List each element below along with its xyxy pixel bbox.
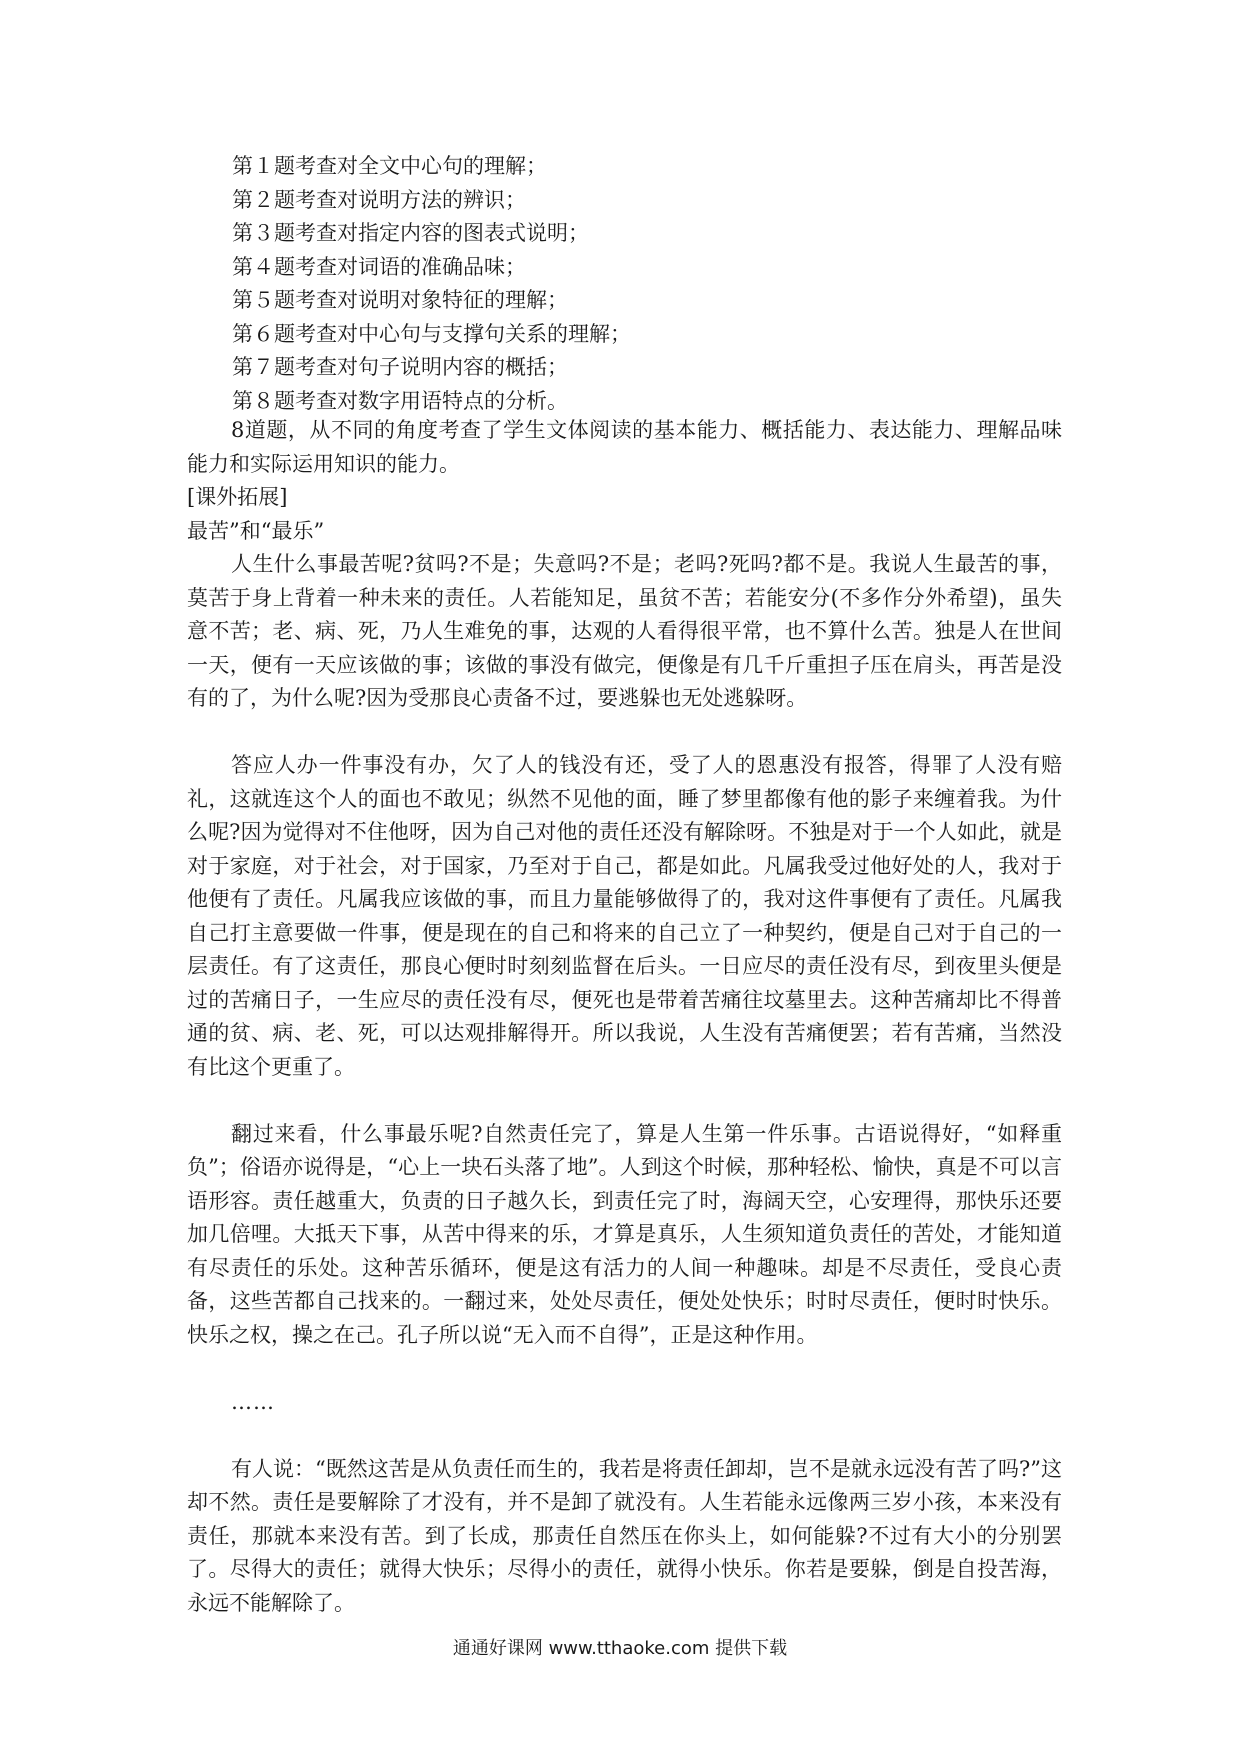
exam-point: 第４题考查对词语的准确品味； bbox=[232, 254, 526, 279]
article-paragraph: 翻过来看，什么事最乐呢?自然责任完了，算是人生第一件乐事。古语说得好，“如释重负”；俗语亦说得是，“心上一块石头落了地”。人到这个时候，那种轻松、愉快，真是不可以言语形容。责任越重大，负责的日子越久长，到责任完了时，海阔天空，心安理得，那快乐还要加几倍哩。大抵天下事，从苦中得来的乐，才算是真乐，人生须知道负责任的苦处，才能知道有尽责任的乐处。这种苦乐循环，便是这有活力的人间一种趣味。却是不尽责任，受良心责备，这些苦都自己找来的。一翻过来，处处尽责任，便处处快乐；时时尽责任，便时时快乐。快乐之权，操之在己。孔子所以说“无入而不自得”，正是这种作用。 bbox=[187, 1121, 1062, 1347]
footer-credit: 通通好课网 www.tthaoke.com 提供下载 bbox=[452, 1638, 788, 1659]
article-paragraph: 有人说：“既然这苦是从负责任而生的，我若是将责任卸却，岂不是就永远没有苦了吗?”这却不然。责任是要解除了才没有，并不是卸了就没有。人生若能永远像两三岁小孩，本来没有责任，那就本来没有苦。到了长成，那责任自然压在你头上，如何能躲?不过有大小的分别罢了。尽得大的责任；就得大快乐；尽得小的责任，就得小快乐。你若是要躲，倒是自投苦海，永远不能解除了。 bbox=[187, 1456, 1062, 1615]
exam-point: 第６题考查对中心句与支撑句关系的理解； bbox=[232, 321, 631, 346]
document-body bbox=[187, 414, 1062, 1620]
article-title: 最苦”和“最乐” bbox=[187, 518, 325, 543]
exam-point: 第５题考查对说明对象特征的理解； bbox=[232, 288, 568, 312]
exam-point: 第７题考查对句子说明内容的概括； bbox=[232, 355, 568, 379]
exam-point: 第１题考查对全文中心句的理解； bbox=[232, 154, 547, 178]
exam-point: 第２题考查对说明方法的辨识； bbox=[232, 187, 526, 212]
exam-point: 第３题考查对指定内容的图表式说明； bbox=[232, 221, 589, 245]
summary-paragraph: 8道题，从不同的角度考查了学生文体阅读的基本能力、概括能力、表达能力、理解品味能力和实际运用知识的能力。 bbox=[187, 418, 1062, 476]
exam-point: 第８题考查对数字用语特点的分析。 bbox=[232, 388, 568, 413]
ellipsis: …… bbox=[231, 1389, 275, 1414]
section-label: [课外拓展] bbox=[187, 485, 288, 509]
article-paragraph: 答应人办一件事没有办，欠了人的钱没有还，受了人的恩惠没有报答，得罪了人没有赔礼，这就连这个人的面也不敢见；纵然不见他的面，睡了梦里都像有他的影子来缠着我。为什么呢?因为觉得对不住他呀，因为自己对他的责任还没有解除呀。不独是对于一个人如此，就是对于家庭，对于社会，对于国家，乃至对于自己，都是如此。凡属我受过他好处的人，我对于他便有了责任。凡属我应该做的事，而且力量能够做得了的，我对这件事便有了责任。凡属我自己打主意要做一件事，便是现在的自己和将来的自己立了一种契约，便是自己对于自己的一层责任。有了这责任，那良心便时时刻刻监督在后头。一日应尽的责任没有尽，到夜里头便是过的苦痛日子，一生应尽的责任没有尽，便死也是带着苦痛往坟墓里去。这种苦痛却比不得普通的贫、病、老、死，可以达观排解得开。所以我说，人生没有苦痛便罢；若有苦痛，当然没有比这个更重了。 bbox=[187, 753, 1062, 1079]
article-paragraph: 人生什么事最苦呢?贫吗?不是；失意吗?不是；老吗?死吗?都不是。我说人生最苦的事，莫苦于身上背着一种未来的责任。人若能知足，虽贫不苦；若能安分(不多作分外希望)，虽失意不苦；老、病、死，乃人生难免的事，达观的人看得很平常，也不算什么苦。独是人在世间一天，便有一天应该做的事；该做的事没有做完，便像是有几千斤重担子压在肩头，再苦是没有的了，为什么呢?因为受那良心责备不过，要逃躲也无处逃躲呀。 bbox=[187, 552, 1062, 710]
exam-points-list bbox=[232, 150, 1092, 418]
